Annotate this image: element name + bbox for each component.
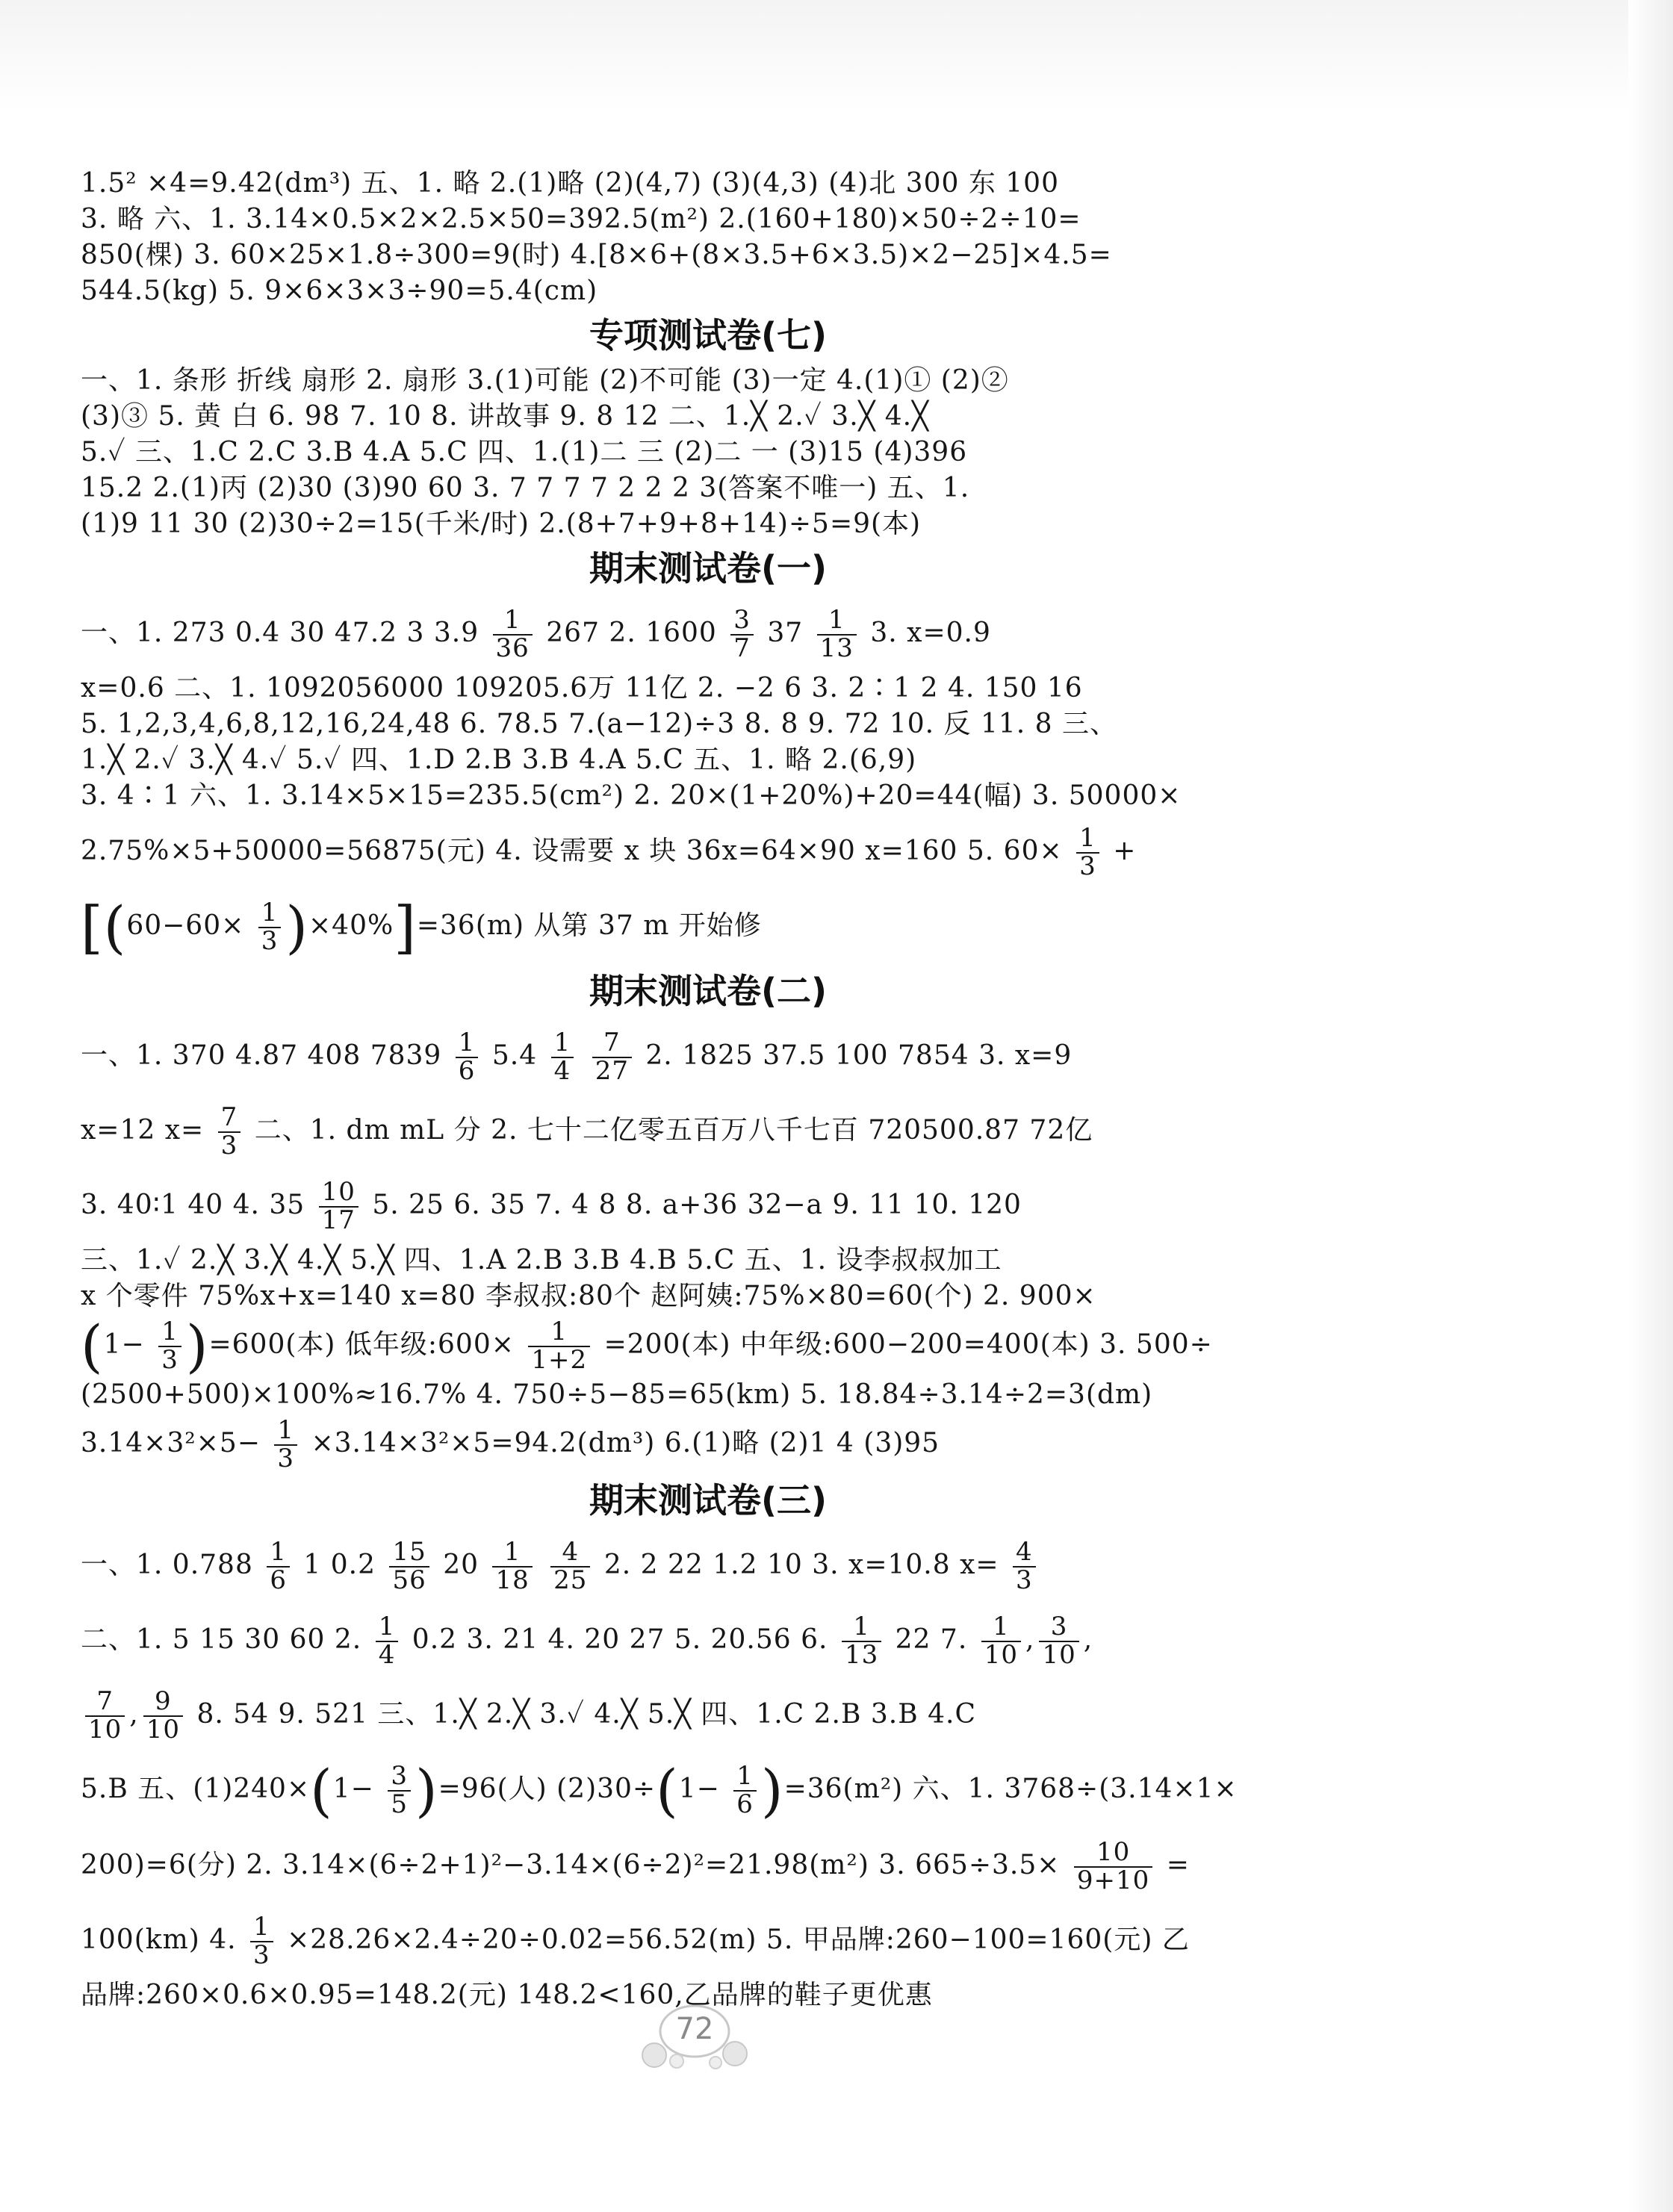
text: 200)=6(分) 2. 3.14×(6÷2+1)²−3.14×(6÷2)²=21.98(m²) 3. 665÷3.5× xyxy=(81,1850,1061,1880)
fraction xyxy=(1013,1539,1036,1594)
scan-shadow-right xyxy=(1628,0,1673,2212)
fraction xyxy=(551,1030,574,1084)
page-number: 72 xyxy=(675,2012,714,2046)
fraction xyxy=(389,1539,429,1594)
text: 0.2 3. 21 4. 20 27 5. 20.56 6. xyxy=(412,1624,828,1655)
text: 5.4 xyxy=(491,1040,538,1071)
text: 5.B 五、(1)240× xyxy=(81,1774,311,1804)
numerator: 7 xyxy=(218,1105,241,1133)
numerator: 15 xyxy=(389,1539,429,1568)
fraction xyxy=(550,1539,590,1594)
fraction xyxy=(388,1763,411,1818)
text-line: x=0.6 二、1. 1092056000 109205.6万 11亿 2. −2 6 3. 2∶1 2 4. 150 16 xyxy=(81,673,1083,703)
text-line: $\frac{7}{10}$ , $\frac{9}{10}$ 8. 54 9. 521 三、1.╳ 2.╳ 3.✓ 4.╳ 5.╳ 四、1.C 2.B 3.B 4.C xyxy=(81,1677,1335,1752)
fraction xyxy=(143,1688,183,1743)
text-line: (3)③ 5. 黄 白 6. 98 7. 10 8. 讲故事 9. 8 12 二、1.╳ 2.✓ 3.╳ 4.╳ xyxy=(81,401,929,432)
numerator: 3 xyxy=(730,607,754,636)
fraction xyxy=(1074,1839,1152,1894)
numerator: 9 xyxy=(143,1688,183,1717)
left-paren: ( xyxy=(310,1757,333,1824)
denominator: 10 xyxy=(984,1640,1018,1670)
denominator: 10 xyxy=(146,1715,180,1745)
numerator: 7 xyxy=(592,1030,632,1058)
text-line: (1)9 11 30 (2)30÷2=15(千米/时) 2.(8+7+9+8+14)÷5=9(本) xyxy=(81,509,922,539)
denominator: 18 xyxy=(495,1565,530,1595)
text: 二、1. dm mL 分 2. 七十二亿零五百万八千七百 720500.87 72亿 xyxy=(254,1115,1093,1146)
right-paren: ) xyxy=(415,1757,438,1824)
fraction xyxy=(250,1914,273,1969)
text-line: 3. 略 六、1. 3.14×0.5×2×2.5×50=392.5(m²) 2.(160+180)×50÷2÷10= xyxy=(81,204,1081,234)
denominator: 10 xyxy=(88,1715,122,1745)
text-line xyxy=(81,596,1335,671)
numerator: 1 xyxy=(551,1030,574,1058)
fraction xyxy=(492,1539,532,1594)
text-line: 850(棵) 3. 60×25×1.8÷300=9(时) 4.[8×6+(8×3.5+6×3.5)×2−25]×4.5= xyxy=(81,240,1112,270)
text-line xyxy=(81,1828,1335,1903)
denominator: 3 xyxy=(220,1131,238,1161)
text: 100(km) 4. xyxy=(81,1924,237,1955)
numerator: 3 xyxy=(1039,1614,1078,1642)
fraction xyxy=(456,1030,479,1084)
denominator: 3 xyxy=(253,1940,270,1970)
text: =96(人) (2)30÷ xyxy=(438,1774,657,1804)
left-paren: ( xyxy=(81,1313,104,1379)
text: 2. 1825 37.5 100 7854 3. x=9 xyxy=(645,1040,1073,1071)
fraction xyxy=(85,1688,125,1743)
denominator: 3 xyxy=(1016,1565,1033,1595)
text-line xyxy=(81,1019,1335,1093)
text: 3. x=0.9 xyxy=(870,618,991,648)
fraction xyxy=(376,1614,399,1668)
section-title: 期末测试卷(三) xyxy=(589,1480,828,1520)
text: 2.75%×5+50000=56875(元) 4. 设需要 x 块 36x=64×90 x=160 5. 60× xyxy=(81,836,1063,866)
numerator: 1 xyxy=(250,1914,273,1942)
left-paren: ( xyxy=(656,1757,679,1824)
section-title: 专项测试卷(七) xyxy=(589,315,828,355)
fraction xyxy=(1076,825,1099,880)
numerator: 1 xyxy=(981,1614,1021,1642)
fraction xyxy=(319,1179,358,1234)
text: 267 2. 1600 xyxy=(546,618,717,648)
page-number-badge xyxy=(635,1995,754,2078)
text-line xyxy=(81,889,1335,965)
text: 1− xyxy=(678,1774,720,1804)
text: =200(本) 中年级:600−200=400(本) 3. 500÷ xyxy=(603,1329,1213,1360)
denominator: 6 xyxy=(458,1056,476,1086)
numerator: 1 xyxy=(1076,825,1099,854)
text: =36(m²) 六、1. 3768÷(3.14×1× xyxy=(783,1774,1238,1804)
fraction xyxy=(267,1539,290,1594)
text-line: 1.5² ×4=9.42(dm³) 五、1. 略 2.(1)略 (2)(4,7) (3)(4,3) (4)北 300 东 100 xyxy=(81,168,1059,199)
denominator: 9+10 xyxy=(1076,1865,1150,1895)
text: 1 0.2 xyxy=(303,1550,376,1580)
fraction xyxy=(218,1102,241,1161)
text-line: 三、1.✓ 2.╳ 3.╳ 4.╳ 5.╳ 四、1.A 2.B 3.B 4.B 5.C 五、1. 设李叔叔加工 xyxy=(81,1245,1002,1276)
denominator: 3 xyxy=(261,926,279,956)
denominator: 7 xyxy=(733,633,751,663)
text: 20 xyxy=(443,1550,479,1580)
left-bracket: [( xyxy=(81,894,127,960)
denominator: 3 xyxy=(277,1444,294,1473)
fraction xyxy=(733,1763,757,1818)
numerator: 1 xyxy=(493,607,533,636)
fraction xyxy=(842,1614,881,1668)
numerator: 1 xyxy=(267,1539,290,1568)
text: 1− xyxy=(103,1329,145,1360)
numerator: 10 xyxy=(1074,1839,1152,1868)
denominator: 6 xyxy=(270,1565,287,1595)
denominator: 3 xyxy=(161,1345,179,1375)
text-line: 5. 1,2,3,4,6,8,12,16,24,48 6. 78.5 7.(a−12)÷3 8. 8 9. 72 10. 反 11. 8 三、 xyxy=(81,709,1118,739)
denominator: 1+2 xyxy=(531,1345,588,1375)
text-line: 二、1. 5 15 30 60 2. $\frac{1}{4}$ 0.2 3. 21 4. 20 27 5. 20.56 6. $\frac{1}{13}$ 22 7. $\frac{1}{10}$ , $\frac{3}{10}$ , xyxy=(81,1612,1093,1670)
right-paren: ) xyxy=(285,894,309,960)
numerator: 1 xyxy=(492,1539,532,1568)
text: 3. 40∶1 40 4. 35 xyxy=(81,1190,305,1220)
denominator: 13 xyxy=(819,633,854,663)
numerator: 1 xyxy=(817,607,857,636)
text: 2. 2 22 1.2 10 3. x=10.8 x= xyxy=(603,1550,999,1580)
text-line xyxy=(81,1314,1335,1377)
fraction xyxy=(1039,1614,1078,1668)
text-line: 544.5(kg) 5. 9×6×3×3÷90=5.4(cm) xyxy=(81,276,598,306)
denominator: 6 xyxy=(736,1789,754,1819)
numerator: 10 xyxy=(319,1179,358,1208)
denominator: 27 xyxy=(595,1056,629,1086)
fraction xyxy=(592,1030,632,1084)
scan-shadow-top xyxy=(0,0,1673,112)
fraction xyxy=(817,607,857,662)
denominator: 3 xyxy=(1079,851,1096,881)
numerator: 1 xyxy=(842,1614,881,1642)
fraction xyxy=(528,1319,590,1373)
text: 22 7. xyxy=(895,1624,968,1655)
text: 60−60× xyxy=(126,910,245,941)
numerator: 1 xyxy=(274,1417,297,1446)
text: 3.14×3²×5− xyxy=(81,1428,261,1458)
text-line: 5.✓ 三、1.C 2.C 3.B 4.A 5.C 四、1.(1)二 三 (2)二 一 (3)15 (4)396 xyxy=(81,437,968,467)
text: 5. 25 6. 35 7. 4 8 8. a+36 32−a 9. 11 10. 120 xyxy=(372,1190,1022,1220)
numerator: 7 xyxy=(85,1688,125,1717)
denominator: 56 xyxy=(392,1565,426,1595)
text-line: (2500+500)×100%≈16.7% 4. 750÷5−85=65(km) 5. 18.84÷3.14÷2=3(dm) xyxy=(81,1379,1153,1410)
text: x=12 x= xyxy=(81,1115,205,1146)
text: 1− xyxy=(332,1774,374,1804)
right-bracket: ] xyxy=(394,894,417,960)
numerator: 1 xyxy=(456,1030,479,1058)
answer-key-page xyxy=(81,166,1335,2013)
text-line: 品牌:260×0.6×0.95=148.2(元) 148.2<160,乙品牌的鞋子更优惠 xyxy=(81,1980,933,2010)
numerator: 1 xyxy=(528,1319,590,1347)
section-title: 期末测试卷(一) xyxy=(589,548,828,588)
denominator: 10 xyxy=(1042,1640,1076,1670)
text: =600(本) 低年级:600× xyxy=(208,1329,515,1360)
text-line xyxy=(81,1413,1335,1474)
fraction xyxy=(274,1417,297,1472)
numerator: 1 xyxy=(733,1763,757,1792)
text-line xyxy=(81,1903,1335,1978)
text-line xyxy=(81,1168,1335,1243)
text: ×40% xyxy=(308,910,394,941)
text: 一、1. 273 0.4 30 47.2 3 3.9 xyxy=(81,618,479,648)
numerator: 4 xyxy=(1013,1539,1036,1568)
text: + xyxy=(1113,836,1137,866)
text: 37 xyxy=(767,618,804,648)
text-line: 15.2 2.(1)丙 (2)30 (3)90 60 3. 7 7 7 7 2 2 2 3(答案不唯一) 五、1. xyxy=(81,473,970,503)
text: ×28.26×2.4÷20÷0.02=56.52(m) 5. 甲品牌:260−100=160(元) 乙 xyxy=(287,1924,1190,1955)
denominator: 25 xyxy=(553,1565,588,1595)
numerator: 1 xyxy=(258,900,282,928)
numerator: 1 xyxy=(158,1319,181,1347)
text: =36(m) 从第 37 m 开始修 xyxy=(416,910,762,941)
section-title: 期末测试卷(二) xyxy=(589,971,828,1011)
denominator: 5 xyxy=(391,1789,408,1819)
text-line xyxy=(81,814,1335,889)
right-paren: ) xyxy=(185,1313,209,1379)
fraction xyxy=(158,1319,181,1373)
denominator: 17 xyxy=(321,1205,356,1235)
fraction xyxy=(981,1614,1021,1668)
fraction xyxy=(730,607,754,662)
text: 一、1. 0.788 xyxy=(81,1550,253,1580)
text-line xyxy=(81,1752,1335,1828)
right-paren: ) xyxy=(760,1757,784,1824)
text-line: 1.╳ 2.✓ 3.╳ 4.✓ 5.✓ 四、1.D 2.B 3.B 4.A 5.C 五、1. 略 2.(6,9) xyxy=(81,745,917,775)
denominator: 13 xyxy=(844,1640,879,1670)
text: 8. 54 9. 521 三、1.╳ 2.╳ 3.✓ 4.╳ 5.╳ 四、1.C 2.B 3.B 4.C xyxy=(196,1699,977,1730)
numerator: 4 xyxy=(550,1539,590,1568)
denominator: 4 xyxy=(553,1056,571,1086)
text-line: 3. 4∶1 六、1. 3.14×5×15=235.5(cm²) 2. 20×(1+20%)+20=44(幅) 3. 50000× xyxy=(81,780,1182,811)
text: ×3.14×3²×5=94.2(dm³) 6.(1)略 (2)1 4 (3)95 xyxy=(311,1428,940,1458)
text-line: x 个零件 75%x+x=140 x=80 李叔叔:80个 赵阿姨:75%×80=60(个) 2. 900× xyxy=(81,1281,1096,1311)
text: 一、1. 370 4.87 408 7839 xyxy=(81,1040,442,1071)
text-line: 一、1. 条形 折线 扇形 2. 扇形 3.(1)可能 (2)不可能 (3)一定 4.(1)① (2)② xyxy=(81,365,1009,396)
numerator: 1 xyxy=(376,1614,399,1642)
text-line xyxy=(81,1528,1335,1603)
fraction xyxy=(493,607,533,662)
denominator: 36 xyxy=(495,633,530,663)
numerator: 3 xyxy=(388,1763,411,1792)
text: 二、1. 5 15 30 60 2. xyxy=(81,1624,362,1655)
fraction xyxy=(258,900,282,954)
text-line xyxy=(81,1093,1335,1168)
text: = xyxy=(1166,1850,1190,1880)
denominator: 4 xyxy=(378,1640,396,1670)
